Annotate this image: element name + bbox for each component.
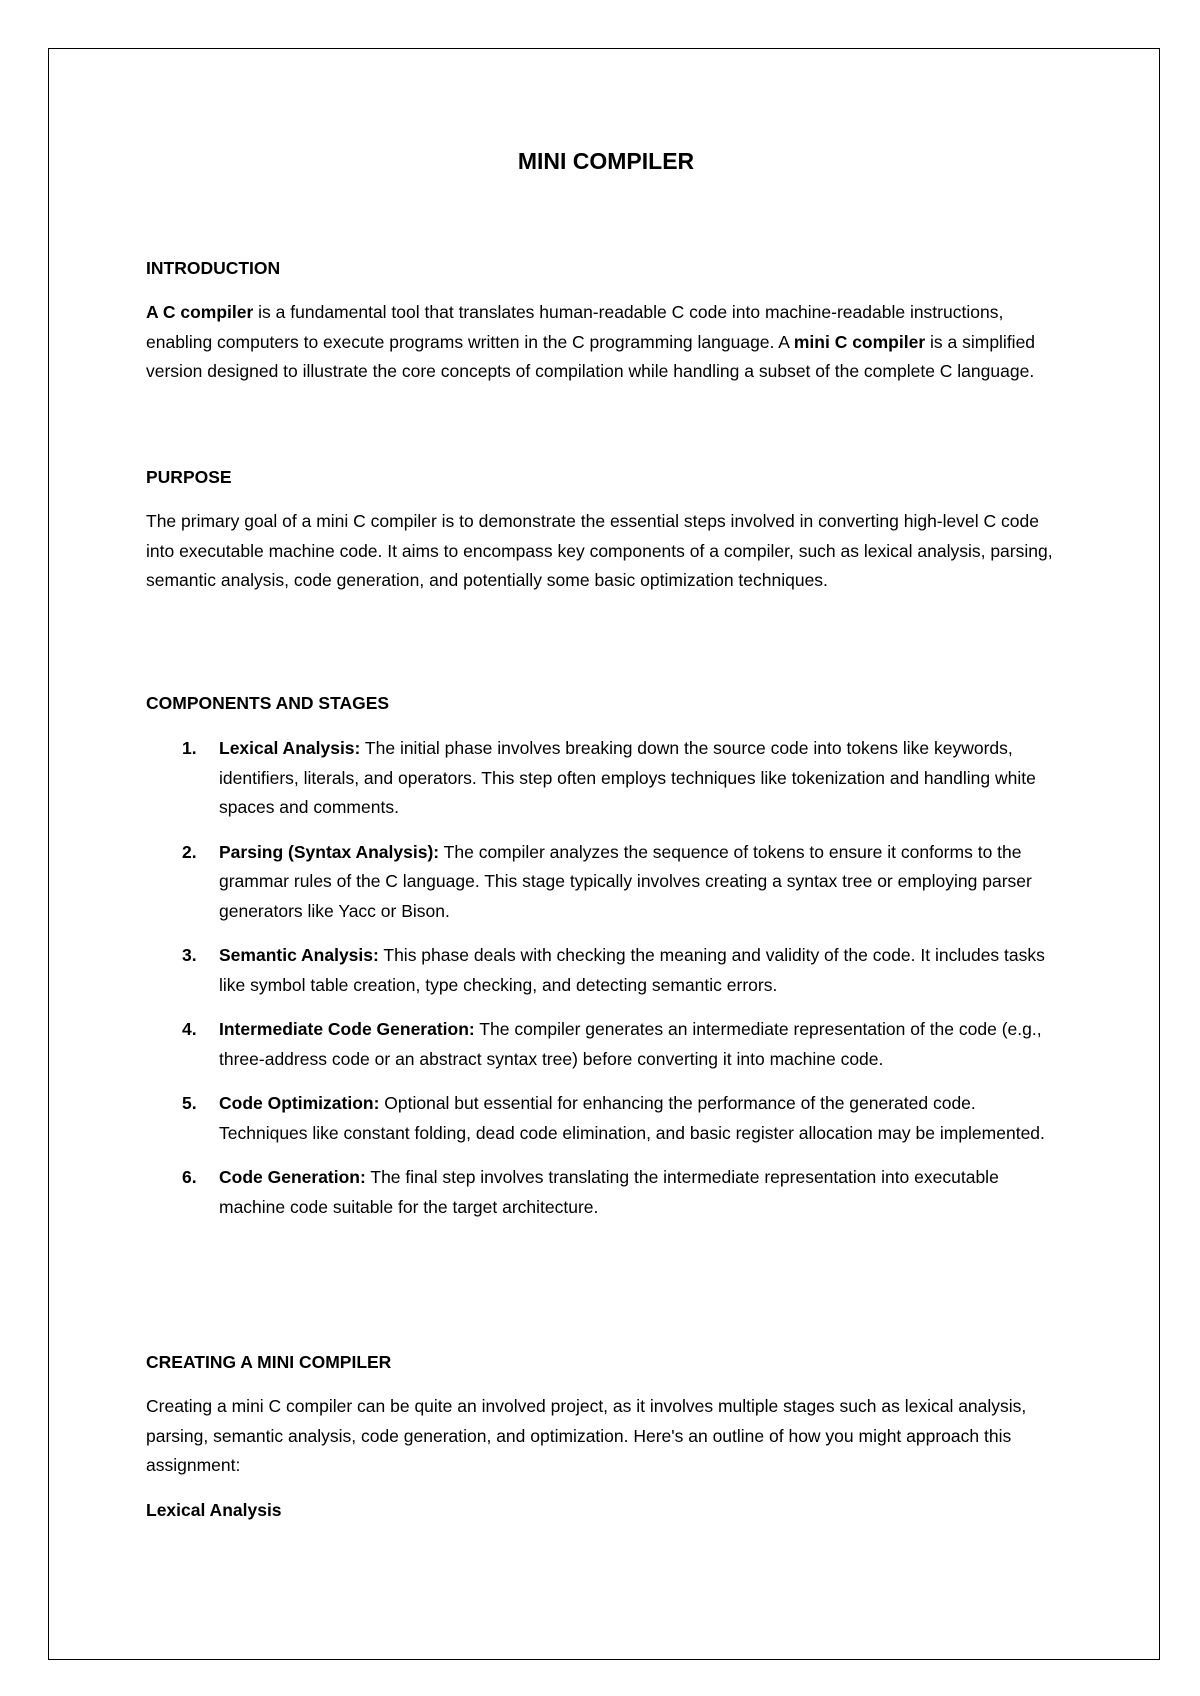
list-term: Intermediate Code Generation: bbox=[219, 1019, 475, 1039]
list-item bbox=[146, 1089, 1066, 1148]
components-list bbox=[146, 734, 1066, 1237]
list-number: 5. bbox=[182, 1093, 197, 1113]
list-term: Code Optimization: bbox=[219, 1093, 380, 1113]
introduction-term-c-compiler: A C compiler bbox=[146, 302, 254, 322]
list-number: 6. bbox=[182, 1167, 197, 1187]
list-text: The initial phase involves breaking down the source code into tokens like keywords, identifiers, literals, and operators. This step often employs techniques like tokenization and handling white spaces and comments. bbox=[219, 738, 1036, 817]
purpose-paragraph: The primary goal of a mini C compiler is to demonstrate the essential steps involved in converting high-level C code into executable machine code. It aims to encompass key components of a compiler, such as lexical analysis, parsing, semantic analysis, code generation, and potentially some basic optimization techniques. bbox=[146, 511, 1053, 590]
introduction-text-1: is a fundamental tool that translates human-readable C code into machine-readable instructions, enabling computers to execute programs written in the C programming language. A bbox=[146, 302, 1004, 352]
list-number: 3. bbox=[182, 945, 197, 965]
list-term: Code Generation: bbox=[219, 1167, 366, 1187]
list-number: 2. bbox=[182, 841, 197, 862]
introduction-paragraph bbox=[146, 298, 1066, 387]
document-title: MINI COMPILER bbox=[517, 148, 695, 174]
list-text: Optional but essential for enhancing the performance of the generated code. Techniques like constant folding, dead code elimination, and basic register allocation may be implemented. bbox=[219, 1093, 1045, 1143]
list-text: The compiler generates an intermediate representation of the code (e.g., three-address code or an abstract syntax tree) before converting it into machine code. bbox=[219, 1019, 1042, 1069]
list-item bbox=[146, 734, 1066, 823]
list-item bbox=[146, 838, 1066, 927]
introduction-text-2: is a simplified version designed to illustrate the core concepts of compilation while handling a subset of the complete C language. bbox=[146, 331, 1036, 381]
introduction-heading: INTRODUCTION bbox=[146, 258, 281, 278]
list-text: This phase deals with checking the meaning and validity of the code. It includes tasks like symbol table creation, type checking, and detecting semantic errors. bbox=[219, 945, 1045, 995]
list-item bbox=[146, 1015, 1066, 1074]
list-text: The compiler analyzes the sequence of tokens to ensure it conforms to the grammar rules of the C language. This stage typically involves creating a syntax tree or employing parser generators like Yacc or Bison. bbox=[219, 841, 1032, 921]
purpose-heading: PURPOSE bbox=[146, 467, 232, 487]
list-number: 1. bbox=[182, 738, 197, 758]
list-number: 4. bbox=[182, 1019, 197, 1039]
list-term: Lexical Analysis: bbox=[219, 738, 361, 758]
list-text: The final step involves translating the intermediate representation into executable machine code suitable for the target architecture. bbox=[219, 1167, 999, 1217]
list-term: Parsing (Syntax Analysis): bbox=[219, 841, 440, 862]
components-heading: COMPONENTS AND STAGES bbox=[146, 693, 390, 713]
introduction-term-mini-c-compiler: mini C compiler bbox=[793, 331, 926, 352]
creating-paragraph: Creating a mini C compiler can be quite an involved project, as it involves multiple stages such as lexical analysis, parsing, semantic analysis, code generation, and optimization. Here's an outline of how you might approach this assignment: bbox=[146, 1396, 1027, 1475]
creating-heading: CREATING A MINI COMPILER bbox=[146, 1352, 392, 1372]
lexical-analysis-subheading: Lexical Analysis bbox=[146, 1500, 282, 1520]
list-item bbox=[146, 941, 1066, 1000]
list-term: Semantic Analysis: bbox=[219, 945, 379, 965]
list-item bbox=[146, 1163, 1066, 1222]
